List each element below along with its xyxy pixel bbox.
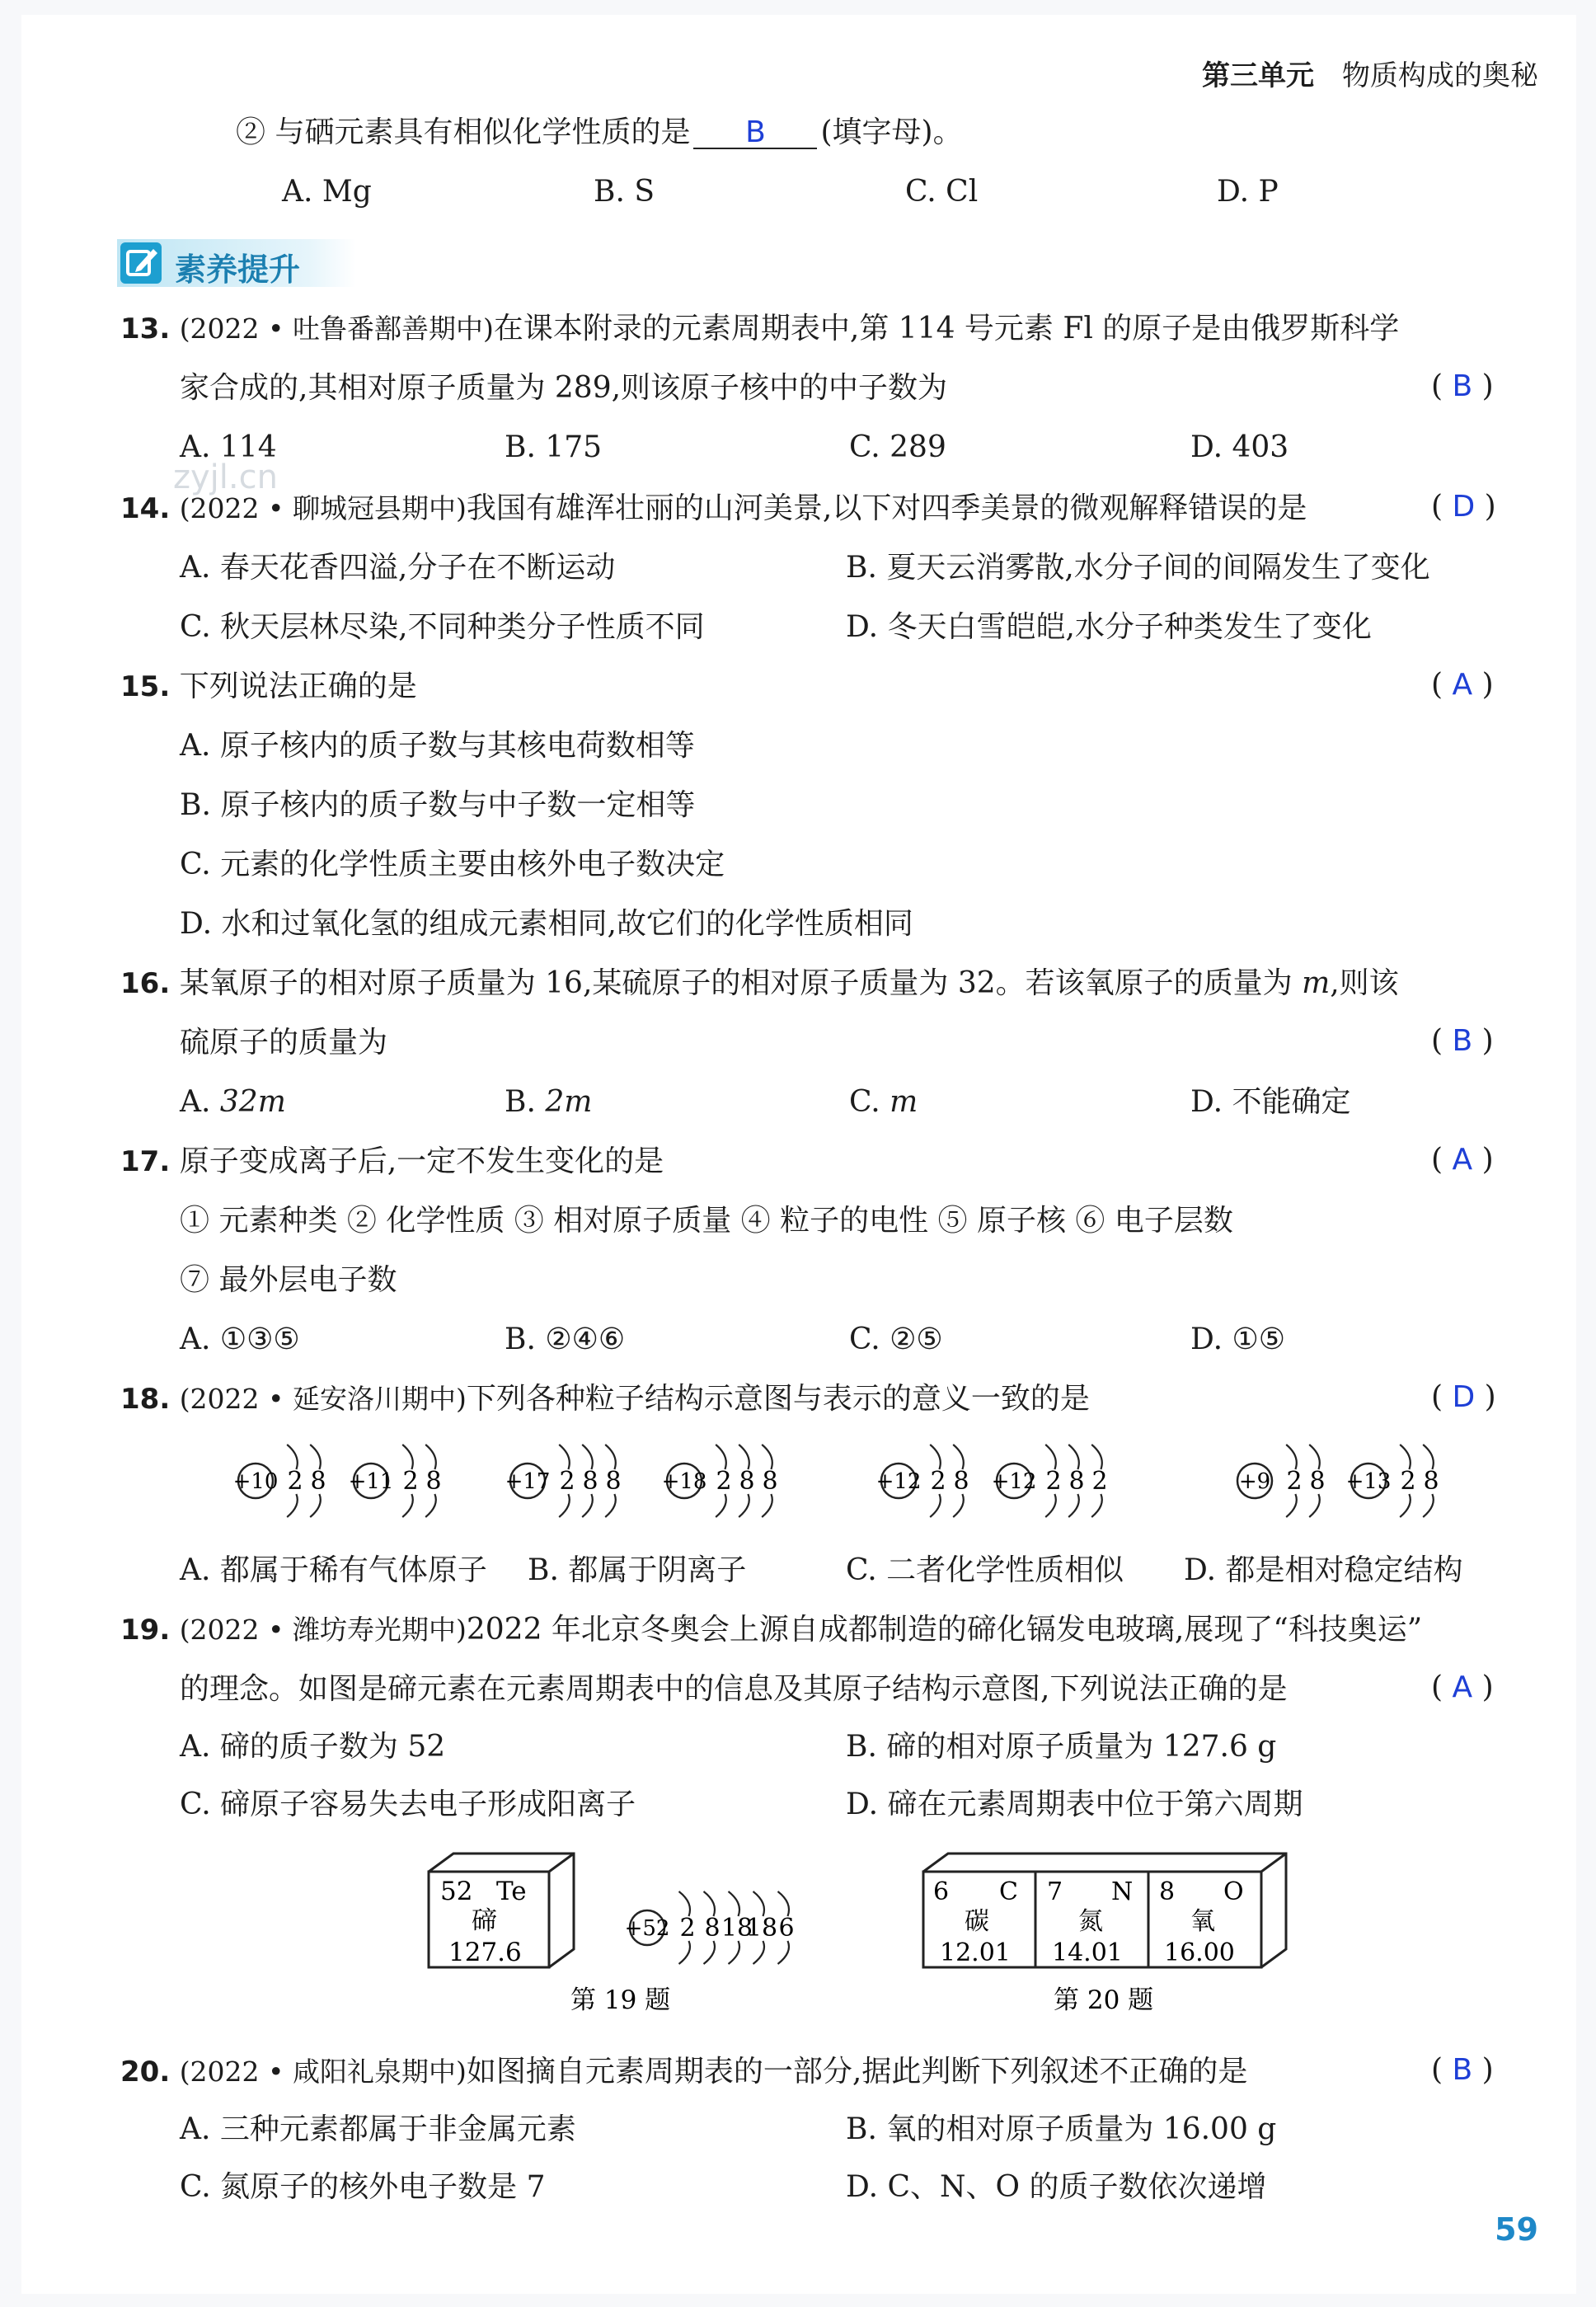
shell-arc xyxy=(1286,1494,1297,1517)
shell-electrons: 18 xyxy=(721,1914,753,1943)
q12-option: C. Cl xyxy=(905,175,979,209)
q18-atom-diagrams xyxy=(214,1435,1517,1534)
nucleus-charge: +12 xyxy=(875,1469,922,1494)
q19-answer: A xyxy=(1452,1670,1473,1704)
q20-caption: 第 20 题 xyxy=(1054,1985,1154,2015)
shell-arc xyxy=(716,1494,726,1517)
te-symbol: Te xyxy=(496,1877,527,1906)
q16-option xyxy=(1190,1083,1350,1121)
shell-electrons: 2 xyxy=(1286,1467,1303,1496)
shell-electrons: 8 xyxy=(605,1467,622,1496)
shell-electrons: 2 xyxy=(716,1467,732,1496)
shell-arc xyxy=(1045,1494,1056,1517)
q19-q20-figures xyxy=(412,1847,1319,2020)
q20-stem xyxy=(120,2053,1247,2091)
shell-arc xyxy=(729,1891,740,1916)
q15-number: 15. xyxy=(120,670,171,703)
q17-answer: A xyxy=(1452,1143,1473,1177)
tellurium-atom-diagram xyxy=(625,1891,795,1964)
shell-arc xyxy=(953,1494,964,1517)
q16-number: 16. xyxy=(120,967,171,1000)
atom-diagram xyxy=(1237,1445,1326,1517)
q12-suffix: (填字母)。 xyxy=(820,115,963,149)
q16-m-symbol: m xyxy=(1302,966,1331,1000)
q19-line2: 的理念。如图是碲元素在元素周期表中的信息及其原子结构示意图,下列说法正确的是 xyxy=(180,1672,1288,1706)
q18-answer-paren: ( D ) xyxy=(1431,1380,1496,1414)
q16-option-value: 不能确定 xyxy=(1232,1085,1351,1119)
q13-line2: 家合成的,其相对原子质量为 289,则该原子核中的中子数为 xyxy=(180,371,948,405)
shell-electrons: 8 xyxy=(425,1467,442,1496)
atom-diagram xyxy=(1346,1445,1439,1517)
shell-electrons: 8 xyxy=(582,1467,598,1496)
q17-answer-paren: ( A ) xyxy=(1431,1143,1494,1177)
atom-diagram xyxy=(876,1445,969,1517)
shell-arc xyxy=(1068,1445,1079,1469)
q15-option: B. 原子核内的质子数与中子数一定相等 xyxy=(180,788,696,822)
q16-option xyxy=(849,1083,918,1121)
q16-option-value: 2m xyxy=(545,1085,593,1119)
n-name: 氮 xyxy=(1078,1907,1103,1936)
q17-items: ① 元素种类 ② 化学性质 ③ 相对原子质量 ④ 粒子的电性 ⑤ 原子核 ⑥ 电子层数 xyxy=(180,1204,1233,1238)
shell-arc xyxy=(739,1445,749,1469)
o-name: 氧 xyxy=(1190,1907,1215,1936)
q20-answer: B xyxy=(1452,2053,1473,2087)
nucleus-charge: +10 xyxy=(232,1469,279,1494)
q16-stem xyxy=(120,965,1399,1003)
q14-option: B. 夏天云消雾散,水分子间的间隔发生了变化 xyxy=(846,551,1430,585)
pencil-check-icon xyxy=(120,242,162,284)
shell-electrons: 2 xyxy=(559,1467,575,1496)
c-name: 碳 xyxy=(965,1907,989,1936)
q16-line2: 硫原子的质量为 xyxy=(180,1026,388,1060)
q16-line1b: ,则该 xyxy=(1330,966,1399,1000)
shell-arc xyxy=(402,1445,413,1469)
q16-option-value: 32m xyxy=(219,1085,286,1119)
atom-diagram xyxy=(505,1445,622,1517)
q16-option-label: A. xyxy=(180,1085,220,1119)
q12-sub-number: ② xyxy=(236,115,266,149)
running-header xyxy=(1202,53,1538,93)
shell-arc xyxy=(1091,1445,1102,1469)
q14-number: 14. xyxy=(120,492,171,525)
q20-option: B. 氧的相对原子质量为 16.00 g xyxy=(846,2112,1277,2146)
shell-electrons: 8 xyxy=(704,1914,721,1943)
nucleus-charge: +13 xyxy=(1345,1469,1392,1494)
q18-option: A. 都属于稀有气体原子 xyxy=(180,1553,487,1587)
shell-arc xyxy=(1309,1445,1320,1469)
nucleus-charge: +52 xyxy=(624,1916,670,1941)
q17-line1: 原子变成离子后,一定不发生变化的是 xyxy=(179,1144,664,1178)
o-mass: 16.00 xyxy=(1164,1938,1235,1967)
shell-arc xyxy=(605,1494,616,1517)
q18-option: C. 二者化学性质相似 xyxy=(846,1553,1124,1587)
section-title: 素养提升 xyxy=(175,251,301,288)
q14-option: C. 秋天层林尽染,不同种类分子性质不同 xyxy=(180,610,705,644)
q13-source: (2022 • 吐鲁番鄯善期中) xyxy=(179,312,494,345)
q16-option xyxy=(180,1083,286,1121)
cube-outline xyxy=(549,1854,574,1872)
q14-answer: D xyxy=(1452,490,1476,524)
shell-electrons: 2 xyxy=(1045,1467,1062,1496)
q19-option: C. 碲原子容易失去电子形成阳离子 xyxy=(180,1788,636,1821)
q13-option: A. 114 xyxy=(180,430,277,464)
shell-arc xyxy=(778,1891,790,1916)
q14-option: A. 春天花香四溢,分子在不断运动 xyxy=(180,551,616,585)
shell-arc xyxy=(930,1445,941,1469)
shell-arc xyxy=(762,1494,772,1517)
q19-option: A. 碲的质子数为 52 xyxy=(180,1730,446,1764)
shell-arc xyxy=(310,1445,321,1469)
q20-answer-paren: ( B ) xyxy=(1431,2053,1494,2087)
shell-electrons: 8 xyxy=(1309,1467,1326,1496)
shell-arc xyxy=(1286,1445,1297,1469)
te-number: 52 xyxy=(440,1877,473,1906)
c-mass: 12.01 xyxy=(940,1938,1011,1967)
shell-arc xyxy=(778,1941,790,1964)
watermark: zyjl.cn xyxy=(173,458,278,496)
n-number: 7 xyxy=(1047,1877,1063,1906)
shell-electrons: 2 xyxy=(402,1467,419,1496)
q20-number: 20. xyxy=(120,2056,171,2089)
shell-electrons: 8 xyxy=(739,1467,755,1496)
shell-arc xyxy=(287,1445,298,1469)
q12-answer-blank: B xyxy=(693,118,817,149)
q12-text: 与硒元素具有相似化学性质的是 xyxy=(275,115,691,149)
nucleus-charge: +18 xyxy=(661,1469,707,1494)
shell-electrons: 2 xyxy=(287,1467,303,1496)
q20-option: A. 三种元素都属于非金属元素 xyxy=(180,2112,576,2146)
shell-arc xyxy=(310,1494,321,1517)
nucleus-charge: +17 xyxy=(505,1469,551,1494)
shell-arc xyxy=(716,1445,726,1469)
q16-option-value: m xyxy=(890,1085,918,1119)
shell-arc xyxy=(287,1494,298,1517)
q17-number: 17. xyxy=(120,1145,171,1178)
shell-electrons: 6 xyxy=(778,1914,795,1943)
q16-option-label: B. xyxy=(505,1085,546,1119)
q18-option: B. 都属于阴离子 xyxy=(528,1553,747,1587)
q16-option xyxy=(505,1083,592,1121)
nucleus-charge: +12 xyxy=(991,1469,1037,1494)
atom-diagram xyxy=(625,1891,795,1964)
q19-line1: 2022 年北京冬奥会上源自成都制造的碲化镉发电玻璃,展现了“科技奥运” xyxy=(466,1613,1423,1647)
q15-option: C. 元素的化学性质主要由核外电子数决定 xyxy=(180,848,725,881)
shell-arc xyxy=(1045,1445,1056,1469)
q15-stem xyxy=(120,668,417,706)
shell-arc xyxy=(1309,1494,1320,1517)
shell-arc xyxy=(605,1445,616,1469)
shell-arc xyxy=(425,1494,436,1517)
shell-arc xyxy=(1400,1494,1411,1517)
q20-option: C. 氮原子的核外电子数是 7 xyxy=(180,2170,546,2204)
shell-arc xyxy=(1423,1494,1434,1517)
q13-option: D. 403 xyxy=(1190,430,1289,464)
o-symbol: O xyxy=(1223,1877,1244,1906)
q20-option: D. C、N、O 的质子数依次递增 xyxy=(846,2170,1267,2204)
shell-arc xyxy=(729,1941,740,1964)
q13-stem xyxy=(120,310,1399,348)
shell-electrons: 2 xyxy=(930,1467,946,1496)
q16-option-label: C. xyxy=(849,1085,890,1119)
shell-arc xyxy=(762,1445,772,1469)
shell-arc xyxy=(559,1445,570,1469)
q19-option: D. 碲在元素周期表中位于第六周期 xyxy=(846,1788,1303,1821)
shell-arc xyxy=(1068,1494,1079,1517)
q19-option: B. 碲的相对原子质量为 127.6 g xyxy=(846,1730,1277,1764)
shell-electrons: 8 xyxy=(762,1467,778,1496)
q13-option: C. 289 xyxy=(849,430,946,464)
q18-answer: D xyxy=(1452,1380,1476,1414)
q17-option: B. ②④⑥ xyxy=(505,1323,626,1356)
q19-number: 19. xyxy=(120,1614,171,1647)
shell-electrons: 2 xyxy=(1400,1467,1416,1496)
q16-answer: B xyxy=(1452,1024,1473,1058)
atom-diagram xyxy=(349,1445,442,1517)
unit-title: 物质构成的奥秘 xyxy=(1342,59,1538,92)
cube-outline xyxy=(1261,1854,1286,1872)
q15-answer-paren: ( A ) xyxy=(1431,668,1494,702)
atom-diagram xyxy=(662,1445,778,1517)
q20-source: (2022 • 咸阳礼泉期中) xyxy=(179,2056,467,2088)
q17-stem xyxy=(120,1143,664,1181)
q17-option: D. ①⑤ xyxy=(1190,1323,1286,1356)
shell-electrons: 8 xyxy=(310,1467,326,1496)
q13-answer-paren: ( B ) xyxy=(1431,369,1494,403)
q14-stem xyxy=(120,490,1307,528)
q17-option: A. ①③⑤ xyxy=(180,1323,300,1356)
shell-arc xyxy=(704,1941,716,1964)
shell-electrons: 18 xyxy=(745,1914,778,1943)
q18-stem xyxy=(120,1380,1090,1418)
q17-option: C. ②⑤ xyxy=(849,1323,943,1356)
q12-option: B. S xyxy=(594,175,655,209)
shell-electrons: 8 xyxy=(953,1467,969,1496)
shell-arc xyxy=(425,1445,436,1469)
q13-answer: B xyxy=(1452,369,1473,403)
shell-arc xyxy=(582,1445,593,1469)
q19-stem xyxy=(120,1611,1422,1649)
q15-answer: A xyxy=(1452,668,1473,702)
n-mass: 14.01 xyxy=(1052,1938,1123,1967)
q13-number: 13. xyxy=(120,312,171,345)
shell-arc xyxy=(1400,1445,1411,1469)
n-symbol: N xyxy=(1111,1877,1134,1906)
q18-number: 18. xyxy=(120,1383,171,1416)
te-name: 碲 xyxy=(472,1906,497,1936)
q15-option: A. 原子核内的质子数与其核电荷数相等 xyxy=(180,729,695,763)
section-banner xyxy=(117,239,356,287)
q12-sub xyxy=(236,114,963,152)
shell-electrons: 2 xyxy=(679,1914,696,1943)
q19-caption: 第 19 题 xyxy=(570,1985,671,2015)
q19-source: (2022 • 潍坊寿光期中) xyxy=(179,1614,467,1646)
shell-arc xyxy=(704,1891,716,1916)
q17-items: ⑦ 最外层电子数 xyxy=(180,1263,397,1297)
q16-answer-paren: ( B ) xyxy=(1431,1024,1494,1058)
q14-option: D. 冬天白雪皑皑,水分子种类发生了变化 xyxy=(846,610,1372,644)
q12-option: D. P xyxy=(1217,175,1279,209)
shell-electrons: 8 xyxy=(1423,1467,1439,1496)
atom-diagram xyxy=(992,1445,1108,1517)
shell-arc xyxy=(559,1494,570,1517)
o-number: 8 xyxy=(1159,1877,1176,1906)
q19-answer-paren: ( A ) xyxy=(1431,1670,1494,1704)
shell-arc xyxy=(953,1445,964,1469)
c-number: 6 xyxy=(933,1877,950,1906)
q14-source: (2022 • 聊城冠县期中) xyxy=(179,492,467,524)
q18-option: D. 都是相对稳定结构 xyxy=(1184,1553,1463,1587)
unit-label: 第三单元 xyxy=(1202,59,1314,92)
q18-line1: 下列各种粒子结构示意图与表示的意义一致的是 xyxy=(466,1382,1090,1416)
shell-arc xyxy=(679,1941,691,1964)
q13-line1: 在课本附录的元素周期表中,第 114 号元素 Fl 的原子是由俄罗斯科学 xyxy=(493,312,1400,345)
nucleus-charge: +9 xyxy=(1238,1469,1271,1494)
shell-arc xyxy=(739,1494,749,1517)
atom-diagram xyxy=(233,1445,326,1517)
shell-arc xyxy=(1091,1494,1102,1517)
shell-arc xyxy=(753,1941,765,1964)
q16-option-label: D. xyxy=(1190,1085,1232,1119)
c-symbol: C xyxy=(999,1877,1018,1906)
shell-arc xyxy=(402,1494,413,1517)
q12-option: A. Mg xyxy=(282,175,372,209)
q14-line1: 我国有雄浑壮丽的山河美景,以下对四季美景的微观解释错误的是 xyxy=(466,491,1307,525)
nucleus-charge: +11 xyxy=(348,1469,394,1494)
q20-line1: 如图摘自元素周期表的一部分,据此判断下列叙述不正确的是 xyxy=(466,2055,1248,2089)
q15-line1: 下列说法正确的是 xyxy=(179,670,417,703)
q18-source: (2022 • 延安洛川期中) xyxy=(179,1383,467,1415)
page-number: 59 xyxy=(1495,2211,1538,2248)
q16-line1a: 某氧原子的相对原子质量为 16,某硫原子的相对原子质量为 32。若该氧原子的质量为 xyxy=(179,966,1303,1000)
shell-arc xyxy=(679,1891,691,1916)
q15-option: D. 水和过氧化氢的组成元素相同,故它们的化学性质相同 xyxy=(180,907,913,941)
q13-option: B. 175 xyxy=(505,430,603,464)
shell-arc xyxy=(1423,1445,1434,1469)
te-mass: 127.6 xyxy=(448,1938,522,1967)
shell-electrons: 8 xyxy=(1068,1467,1085,1496)
shell-electrons: 2 xyxy=(1091,1467,1108,1496)
shell-arc xyxy=(930,1494,941,1517)
shell-arc xyxy=(582,1494,593,1517)
q14-answer-paren: ( D ) xyxy=(1431,490,1496,524)
shell-arc xyxy=(753,1891,765,1916)
